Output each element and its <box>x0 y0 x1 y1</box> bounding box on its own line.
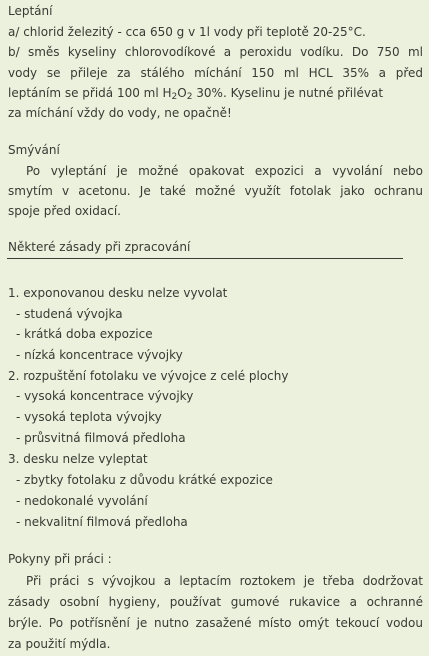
paragraph-line: Po vyleptání je možné opakovat expozici a vyvolání nebo <box>26 164 423 178</box>
section-heading-smyvani: Smývání <box>8 143 60 157</box>
section-heading-leptani: Leptání <box>8 4 53 18</box>
paragraph-line: smytím v acetonu. Je také možné využít fotolak jako ochranu <box>8 184 423 198</box>
paragraph-line: zásady osobní hygieny, používat gumové rukavice a ochranné <box>8 595 423 609</box>
text-span: leptáním se přidá 100 ml H <box>8 86 172 100</box>
list-subitem: - vysoká koncentrace vývojky <box>16 389 194 403</box>
text-span: 30%. Kyselinu je nutné přilévat <box>192 86 384 100</box>
subscript: 2 <box>186 92 193 102</box>
list-item: 2. rozpuštění fotolaku ve vývojce z celé plochy <box>8 369 289 383</box>
paragraph-line: b/ směs kyseliny chlorovodíkové a peroxidu vodíku. Do 750 ml <box>8 45 423 59</box>
list-subitem: - nekvalitní filmová předloha <box>16 515 188 529</box>
paragraph-line: vody se přileje za stálého míchání 150 ml HCL 35% a před <box>8 66 423 80</box>
paragraph-line-formula <box>8 86 383 101</box>
list-item: 3. desku nelze vyleptat <box>8 452 148 466</box>
paragraph-line: za použití mýdla. <box>8 637 111 651</box>
text-span: O <box>177 86 187 100</box>
list-subitem: - studená vývojka <box>16 307 123 321</box>
list-subitem: - nízká koncentrace vývojky <box>16 348 183 362</box>
subscript: 2 <box>171 92 178 102</box>
paragraph-line: spoje před oxidací. <box>8 204 121 218</box>
list-subitem: - vysoká teplota vývojky <box>16 410 162 424</box>
list-subitem: - průsvitná filmová předloha <box>16 431 186 445</box>
paragraph-line: a/ chlorid železitý - cca 650 g v 1l vody při teplotě 20-25°C. <box>8 25 366 39</box>
list-subitem: - nedokonalé vyvolání <box>16 494 148 508</box>
list-subitem: - krátká doba expozice <box>16 327 153 341</box>
list-subitem: - zbytky fotolaku z důvodu krátké expozice <box>16 473 273 487</box>
heading-underline <box>7 258 403 259</box>
paragraph-line: brýle. Po potřísnění je nutno zasažené místo omýt tekoucí vodou <box>8 616 423 630</box>
paragraph-line: za míchání vždy do vody, ne opačně! <box>8 106 232 120</box>
paragraph-line: Při práci s vývojkou a leptacím roztokem je třeba dodržovat <box>26 574 423 588</box>
list-item: 1. exponovanou desku nelze vyvolat <box>8 286 228 300</box>
section-heading-pokyny: Pokyny při práci : <box>8 552 112 566</box>
section-heading-zasady: Některé zásady při zpracování <box>8 240 191 254</box>
